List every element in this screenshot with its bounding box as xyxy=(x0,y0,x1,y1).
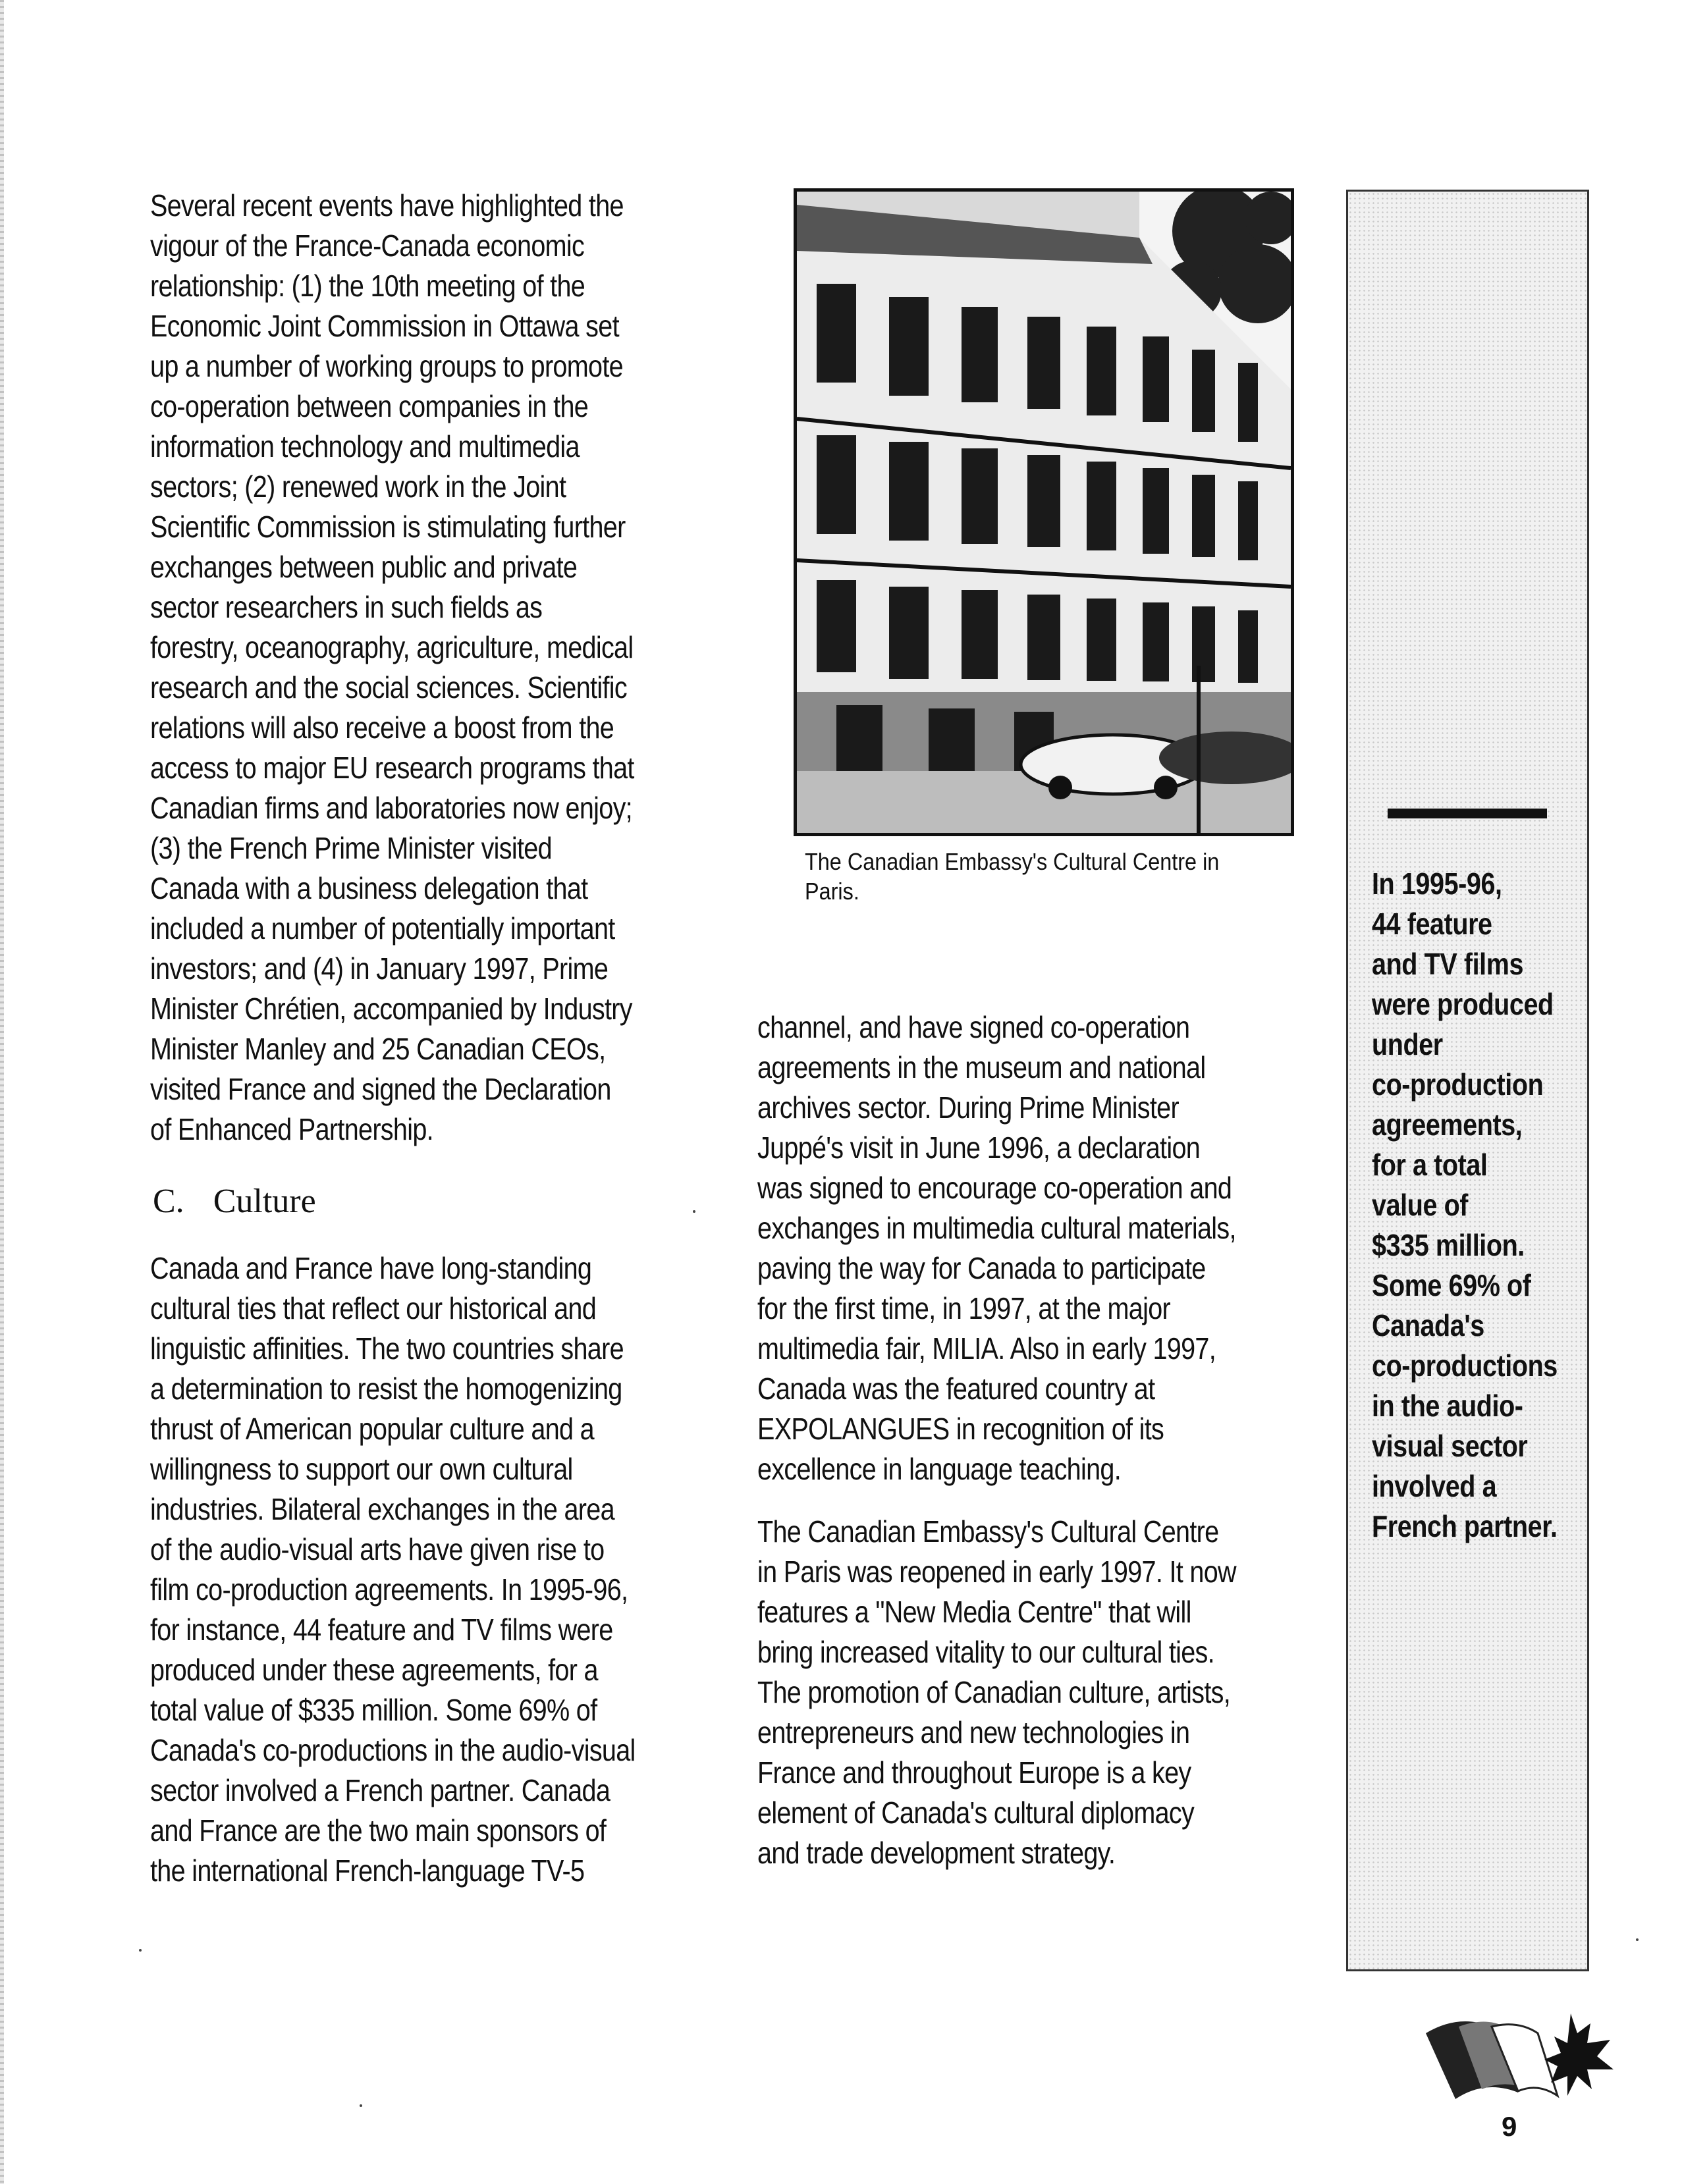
section-heading xyxy=(153,1182,316,1221)
scan-speck xyxy=(360,2104,362,2107)
cultural-centre-paragraph: The Canadian Embassy's Cultural Centre in Paris was reopened in early 1997. It now features a "New Media Centre" that will bring increased vitality to our cultural ties. The promotion of Canadian culture, artists, entrepreneurs and new technologies in France and throughout Europe is a key element of Canada's cultural diplomacy and trade development strategy. xyxy=(757,1514,1236,1870)
embassy-photo xyxy=(794,188,1294,836)
multimedia-paragraph: channel, and have signed co-operation agreements in the museum and national archives sector. During Prime Minister Juppé's visit in June 1996, a declaration was signed to encourage co-operation and exchanges in multimedia cultural materials, paving the way for Canada to participate for the first time, in 1997, at the major multimedia fair, MILIA. Also in early 1997, Canada was the featured country at EXPOLANGUES in recognition of its excellence in language teaching. xyxy=(757,1010,1236,1486)
section-number: C. xyxy=(153,1183,184,1220)
left-column xyxy=(150,186,649,1150)
scan-edge xyxy=(0,0,4,2184)
culture-paragraph: Canada and France have long-standing cultural ties that reflect our historical and linguistic affinities. The two countries share a determination to resist the homogenizing thrust of American popular culture and a willingness to support our own cultural industries. Bilateral exchanges in the area of the audio-visual arts have given rise to film co-production agreements. In 1995-96, for instance, 44 feature and TV films were produced under these agreements, for a total value of $335 million. Some 69% of Canada's co-productions in the audio-visual sector involved a French partner. Canada and France are the two main sponsors of the international French-language TV-5 xyxy=(150,1251,636,1888)
middle-column xyxy=(757,1007,1245,1873)
culture-column xyxy=(150,1248,649,1891)
embassy-building-image xyxy=(797,192,1291,833)
scan-speck xyxy=(693,1210,695,1213)
scan-speck xyxy=(1636,1938,1639,1941)
photo-caption: The Canadian Embassy's Cultural Centre in Paris. xyxy=(805,848,1220,905)
france-canada-flag-icon xyxy=(1419,2007,1617,2106)
page-number: 9 xyxy=(1502,2111,1517,2142)
sidebar-rule xyxy=(1388,809,1547,818)
scan-speck xyxy=(139,1949,142,1952)
section-title: Culture xyxy=(213,1183,316,1220)
economic-relationship-paragraph: Several recent events have highlighted the vigour of the France-Canada economic relationship: (1) the 10th meeting of the Economic Joint Commission in Ottawa set up a number of working groups to promote co-operation between companies in the information technology and multimedia sectors; (2) renewed work in the Joint Scientific Commission is stimulating further exchanges between public and private sector researchers in such fields as forestry, oceanography, agriculture, medical research and the social sciences. Scientific relations will also receive a boost from the access to major EU research programs that Canadian firms and laboratories now enjoy; (3) the French Prime Minister visited Canada with a business delegation that included a number of potentially important investors; and (4) in January 1997, Prime Minister Chrétien, accompanied by Industry Minister Manley and 25 Canadian CEOs, visited France and signed the Declaration of Enhanced Partnership. xyxy=(150,188,634,1146)
sidebar-callout: In 1995-96, 44 feature and TV films were produced under co-production agreements, for a total value of $335 million. Some 69% of Canada's co-productions in the audio- visual sector involved a French partner. xyxy=(1372,866,1558,1543)
